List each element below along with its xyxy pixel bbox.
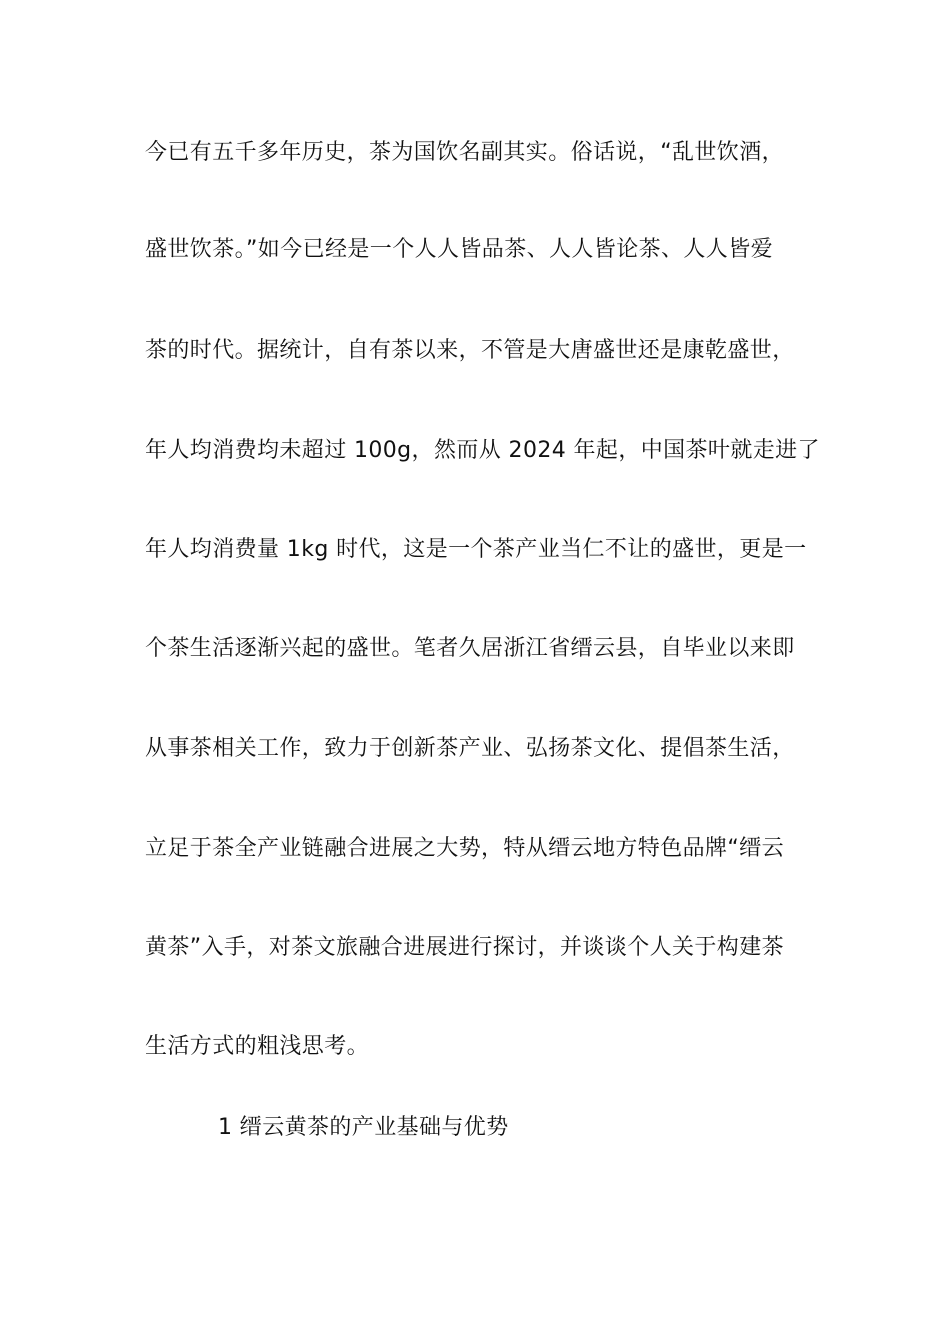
- paragraph-line: 生活方式的粗浅思考。: [145, 1034, 370, 1059]
- paragraph-line: 盛世饮茶。”如今已经是一个人人皆品茶、人人皆论茶、人人皆爱: [145, 237, 773, 262]
- paragraph-line: 年人均消费均未超过 100g，然而从 2024 年起，中国茶叶就走进了: [145, 438, 820, 463]
- paragraph-line: 立足于茶全产业链融合进展之大势，特从缙云地方特色品牌“缙云: [145, 836, 784, 861]
- paragraph-line: 年人均消费量 1kg 时代，这是一个茶产业当仁不让的盛世，更是一: [145, 537, 807, 562]
- paragraph-line: 今已有五千多年历史，茶为国饮名副其实。俗话说，“乱世饮酒，: [145, 140, 784, 165]
- paragraph-line: 茶的时代。据统计，自有茶以来，不管是大唐盛世还是康乾盛世，: [145, 338, 795, 363]
- paragraph-line: 个茶生活逐渐兴起的盛世。笔者久居浙江省缙云县，自毕业以来即: [145, 636, 795, 661]
- section-heading: 1 缙云黄茶的产业基础与优势: [218, 1115, 509, 1140]
- paragraph-line: 黄茶”入手，对茶文旅融合进展进行探讨，并谈谈个人关于构建茶: [145, 935, 784, 960]
- paragraph-line: 从事茶相关工作，致力于创新茶产业、弘扬茶文化、提倡茶生活，: [145, 736, 795, 761]
